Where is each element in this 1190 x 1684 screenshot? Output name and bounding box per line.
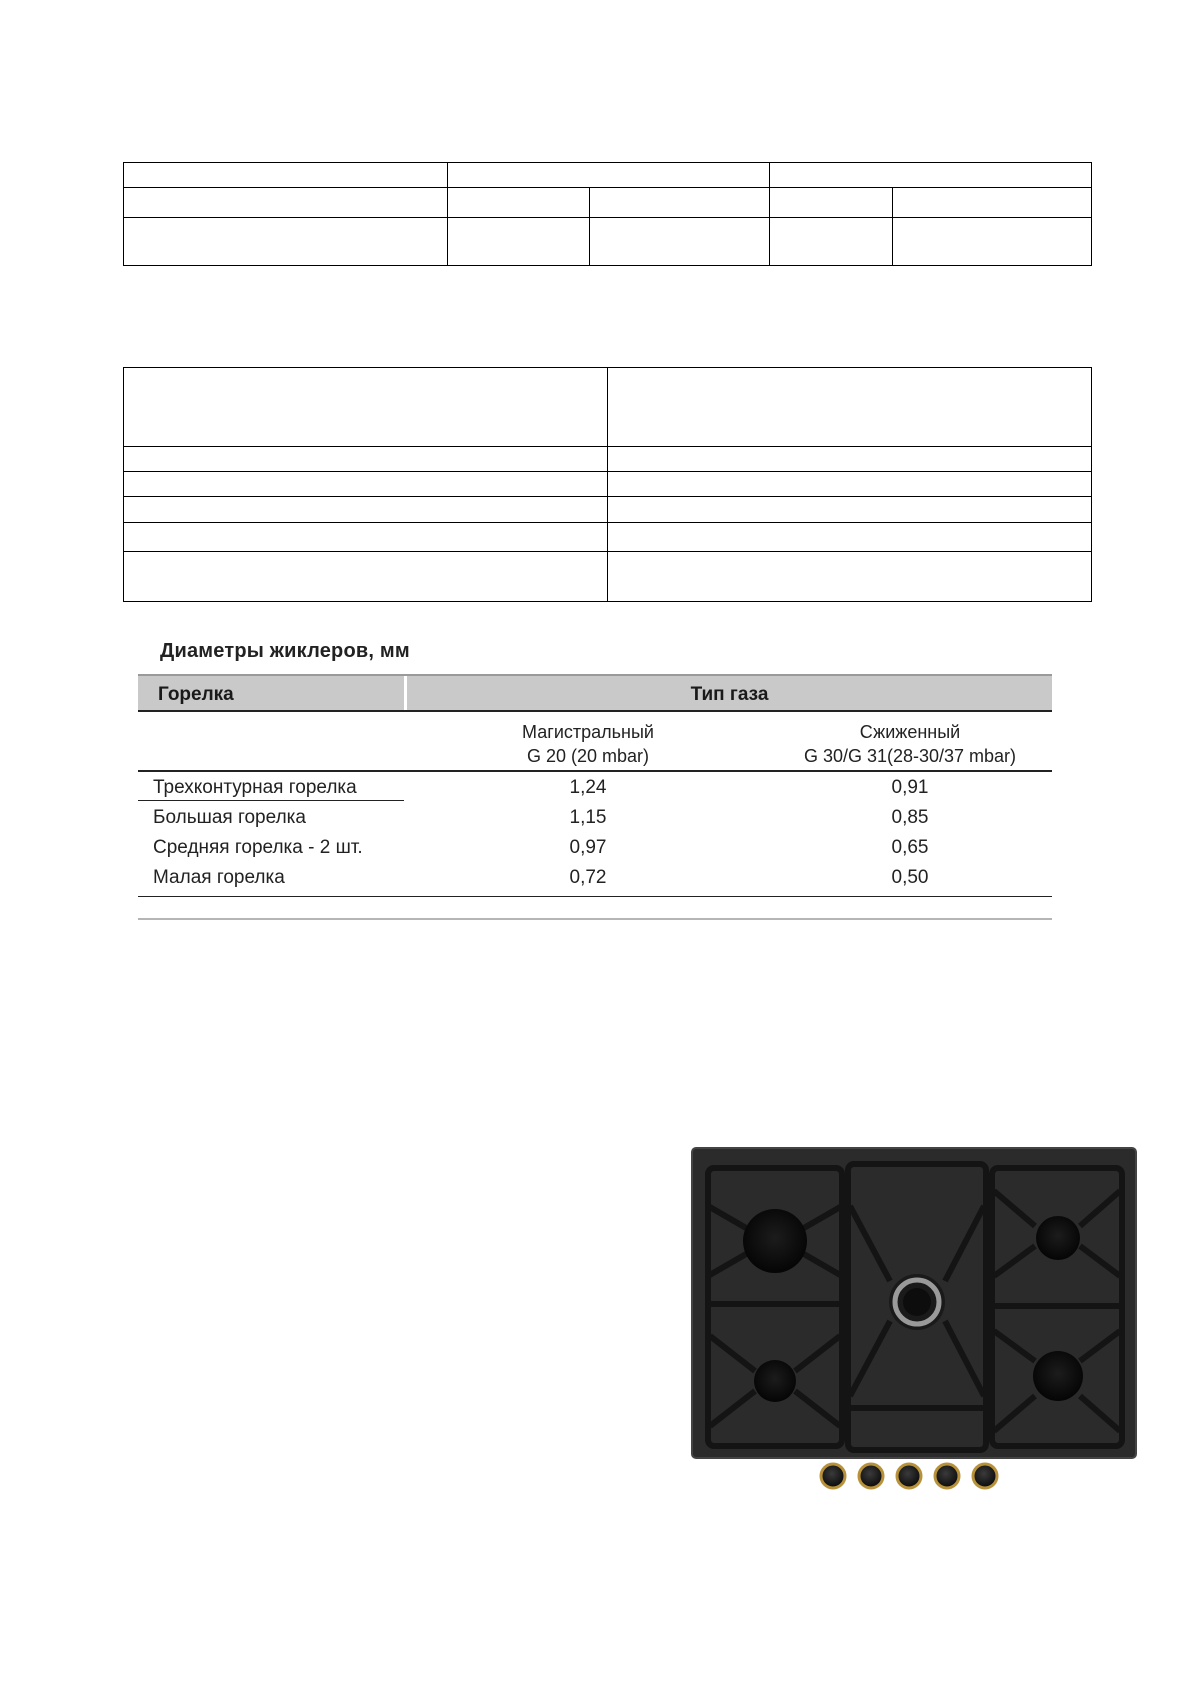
burner-name: Трехконтурная горелка [153,777,357,798]
table1-cell [124,163,448,188]
table2-cell [608,447,1092,472]
table-row [138,832,1052,862]
g20-value: 1,24 [569,777,607,798]
table1-cell [124,218,448,266]
header-gas-type: Тип газа [690,684,769,705]
table1-cell [893,218,1092,266]
knob [897,1464,921,1488]
table1-cell [448,218,590,266]
table2-cell [124,472,608,497]
jet-table-header [138,674,1052,712]
table2-cell [124,497,608,523]
table2-cell [124,368,608,447]
jet-diameter-table [138,674,1052,897]
knob [935,1464,959,1488]
header-burner: Горелка [158,684,234,705]
table2-cell [124,523,608,552]
table1-cell [590,188,770,218]
column-natural-gas-name: Магистральный [522,722,654,742]
column-natural-gas [468,720,708,768]
table-row [138,802,1052,832]
table1-cell [770,163,1092,188]
footer-rule [138,918,1052,920]
table1-cell [448,163,770,188]
table1-cell [124,188,448,218]
g30-value: 0,85 [891,807,929,828]
burner-name: Средняя горелка - 2 шт. [153,837,363,858]
empty-table-middle [123,367,1092,602]
g20-value: 0,72 [569,867,607,888]
table1-cell [448,188,590,218]
column-natural-gas-pressure: G 20 (20 mbar) [526,746,650,766]
jet-table-bottom-rule [138,896,1052,897]
jet-table-subheader [138,712,1052,772]
table1-cell [770,188,893,218]
table1-cell [893,188,1092,218]
column-liquefied-gas-pressure: G 30/G 31(28-30/37 mbar) [803,746,1017,766]
knob [859,1464,883,1488]
table2-cell [608,497,1092,523]
g20-value: 1,15 [569,807,607,828]
burner-name: Малая горелка [153,867,285,888]
table2-cell [608,523,1092,552]
knob [821,1464,845,1488]
medium-burner-1 [1036,1216,1080,1260]
column-liquefied-gas-name: Сжиженный [859,722,961,742]
jet-table-title: Диаметры жиклеров, мм [160,640,410,662]
medium-burner-2 [1033,1351,1083,1401]
table2-cell [608,552,1092,602]
g30-value: 0,91 [891,777,929,798]
gas-hob-image [690,1146,1138,1496]
empty-table-top [123,162,1092,266]
large-burner [743,1209,807,1273]
table-row [138,772,1052,802]
knob [973,1464,997,1488]
column-liquefied-gas [740,720,1080,768]
table1-cell [590,218,770,266]
table1-cell [770,218,893,266]
g30-value: 0,50 [891,867,929,888]
table-row [138,862,1052,896]
small-burner [754,1360,796,1402]
table2-cell [124,552,608,602]
burner-name: Большая горелка [153,807,306,828]
table2-cell [608,368,1092,447]
g30-value: 0,65 [891,837,929,858]
control-knobs [821,1464,997,1488]
table2-cell [608,472,1092,497]
g20-value: 0,97 [569,837,607,858]
table2-cell [124,447,608,472]
